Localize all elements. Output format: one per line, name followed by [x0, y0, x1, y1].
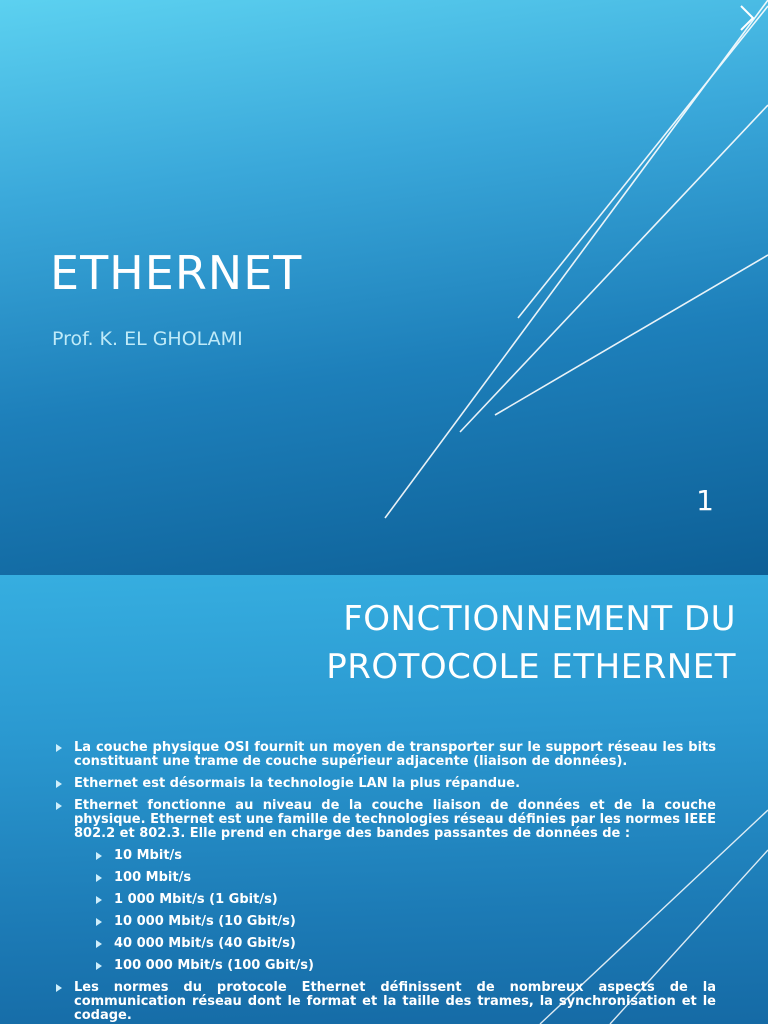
bullet-arrow-icon — [96, 852, 102, 860]
slide-title: ETHERNET — [50, 246, 303, 300]
sub-list-item: 10 000 Mbit/s (10 Gbit/s) — [56, 915, 716, 929]
slide-title — [276, 595, 736, 691]
list-item: Ethernet fonctionne au niveau de la couche liaison de données et de la couche physique. Ethernet est une famille de technologies réseau définies par les normes IEEE 802.2 et 802.3. Elle prend en charge des bandes passantes de données de : — [56, 799, 716, 841]
slide-subtitle: Prof. K. EL GHOLAMI — [52, 328, 243, 350]
bullet-list — [56, 741, 716, 1024]
sub-list-item: 1 000 Mbit/s (1 Gbit/s) — [56, 893, 716, 907]
title-line-2: PROTOCOLE ETHERNET — [326, 647, 736, 687]
bullet-arrow-icon — [56, 744, 62, 752]
deco-line-2 — [460, 105, 768, 432]
deco-line-4 — [518, 6, 768, 318]
sub-list-item: 100 000 Mbit/s (100 Gbit/s) — [56, 959, 716, 973]
list-item: Les normes du protocole Ethernet définissent de nombreux aspects de la communication réseau dont le format et la taille des trames, la synchronisation et le codage. — [56, 981, 716, 1023]
content-slide — [0, 575, 768, 1024]
bullet-arrow-icon — [56, 802, 62, 810]
sub-list-item: 100 Mbit/s — [56, 871, 716, 885]
sub-list-item: 40 000 Mbit/s (40 Gbit/s) — [56, 937, 716, 951]
title-line-1: FONCTIONNEMENT DU — [343, 599, 736, 639]
sub-list-item: 10 Mbit/s — [56, 849, 716, 863]
bullet-arrow-icon — [96, 896, 102, 904]
bullet-arrow-icon — [96, 962, 102, 970]
bullet-arrow-icon — [96, 874, 102, 882]
deco-line-3 — [495, 255, 768, 415]
bullet-arrow-icon — [96, 918, 102, 926]
bullet-arrow-icon — [56, 984, 62, 992]
list-item: La couche physique OSI fournit un moyen de transporter sur le support réseau les bits constituant une trame de couche supérieur adjacente (liaison de données). — [56, 741, 716, 769]
list-item: Ethernet est désormais la technologie LAN la plus répandue. — [56, 777, 716, 791]
slide-number: 1 — [696, 484, 714, 517]
bullet-arrow-icon — [96, 940, 102, 948]
bullet-arrow-icon — [56, 780, 62, 788]
